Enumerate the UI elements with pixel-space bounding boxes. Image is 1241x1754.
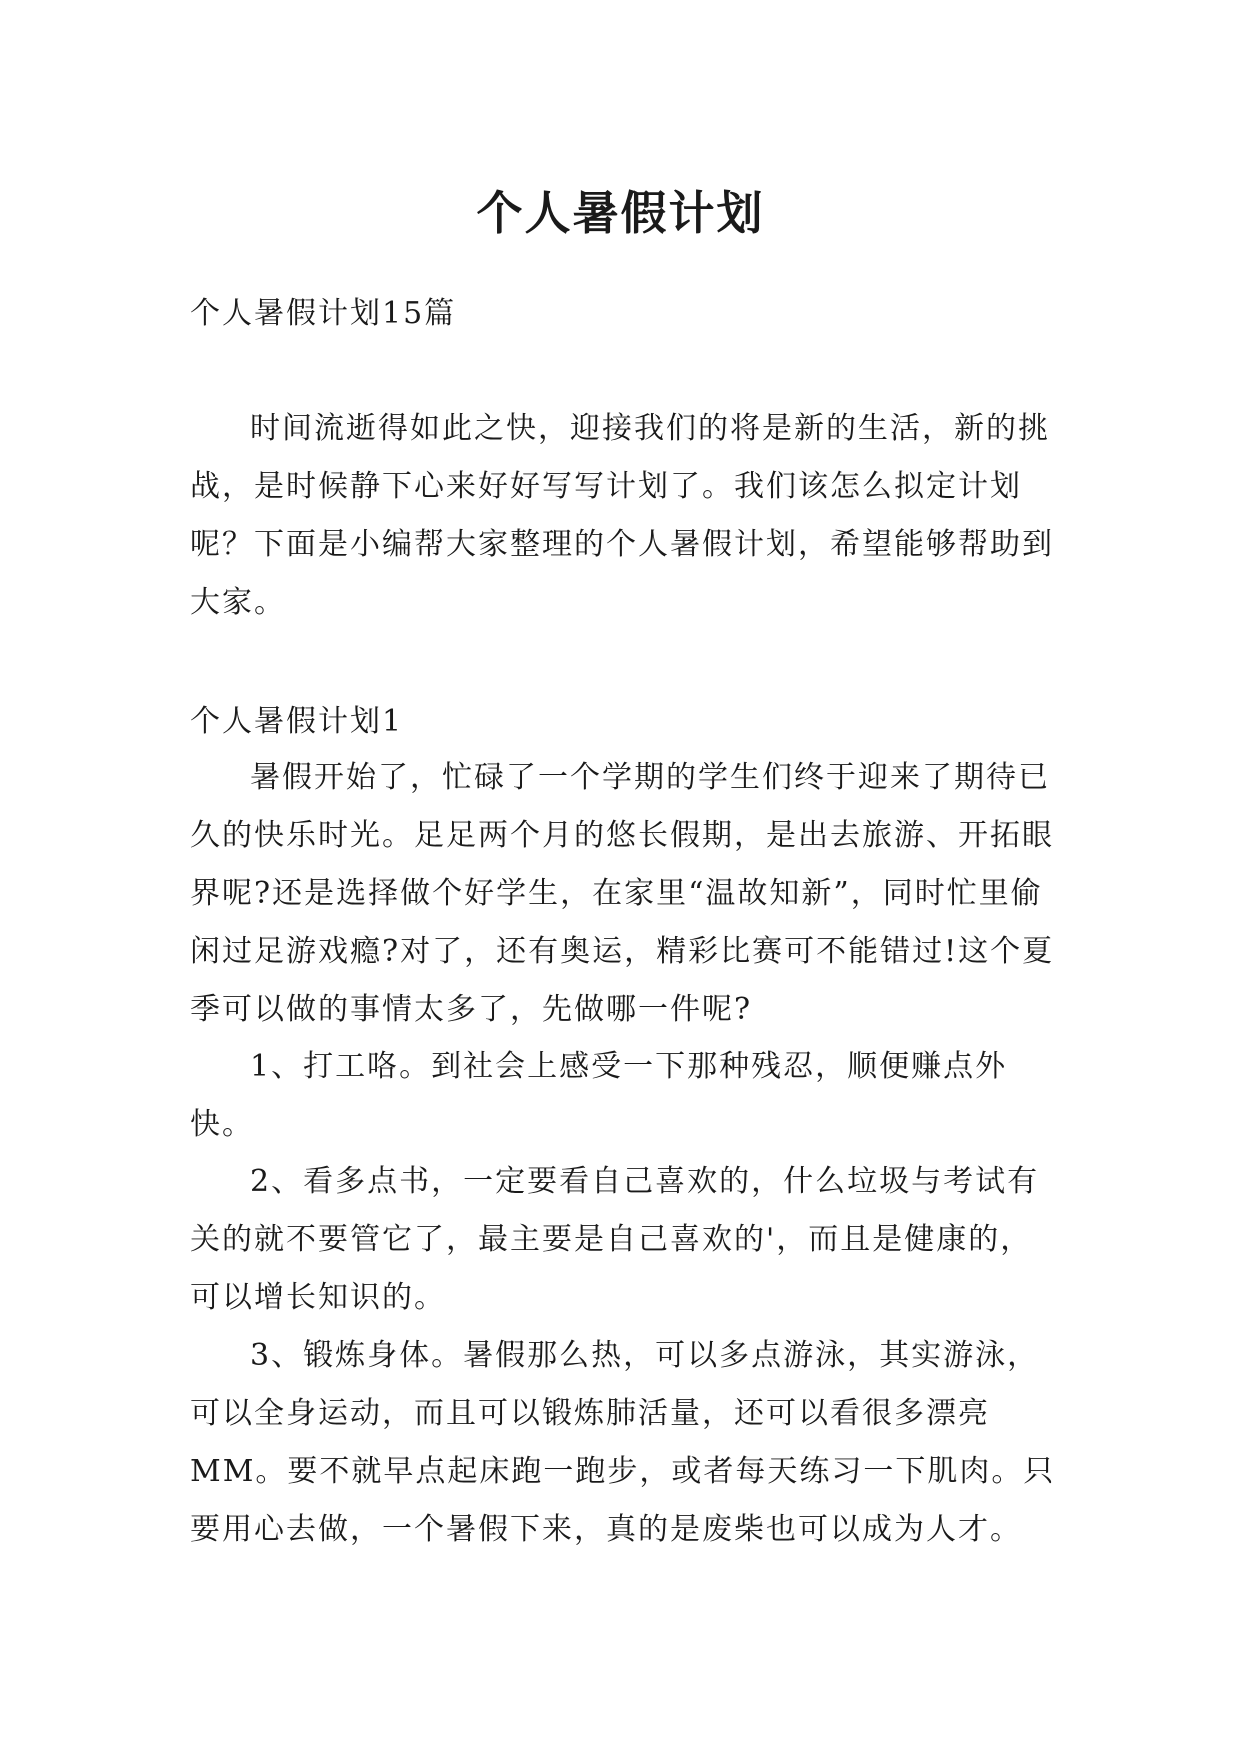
section-paragraph: 暑假开始了，忙碌了一个学期的学生们终于迎来了期待已久的快乐时光。足足两个月的悠长假期，是出去旅游、开拓眼界呢?还是选择做个好学生，在家里“温故知新”，同时忙里偷闲过足游戏瘾?对了，还有奥运，精彩比赛可不能错过!这个夏季可以做的事情太多了，先做哪一件呢? <box>190 760 1055 1027</box>
intro-paragraph: 时间流逝得如此之快，迎接我们的将是新的生活，新的挑战，是时候静下心来好好写写计划了。我们该怎么拟定计划呢？下面是小编帮大家整理的个人暑假计划，希望能够帮助到大家。 <box>190 411 1054 620</box>
list-item-3: 3、锻炼身体。暑假那么热，可以多点游泳，其实游泳，可以全身运动，而且可以锻炼肺活量，还可以看很多漂亮MM。要不就早点起床跑一跑步，或者每天练习一下肌肉。只要用心去做，一个暑假下来，真的是废柴也可以成为人才。 <box>190 1338 1056 1547</box>
list-item-2: 2、看多点书，一定要看自己喜欢的，什么垃圾与考试有关的就不要管它了，最主要是自己喜欢的'，而且是健康的，可以增长知识的。 <box>190 1164 1040 1315</box>
section-heading: 个人暑假计划1 <box>190 704 404 739</box>
document-subtitle: 个人暑假计划15篇 <box>190 296 457 331</box>
document-title: 个人暑假计划 <box>476 185 765 240</box>
list-item-1: 1、打工咯。到社会上感受一下那种残忍，顺便赚点外快。 <box>190 1049 1008 1142</box>
